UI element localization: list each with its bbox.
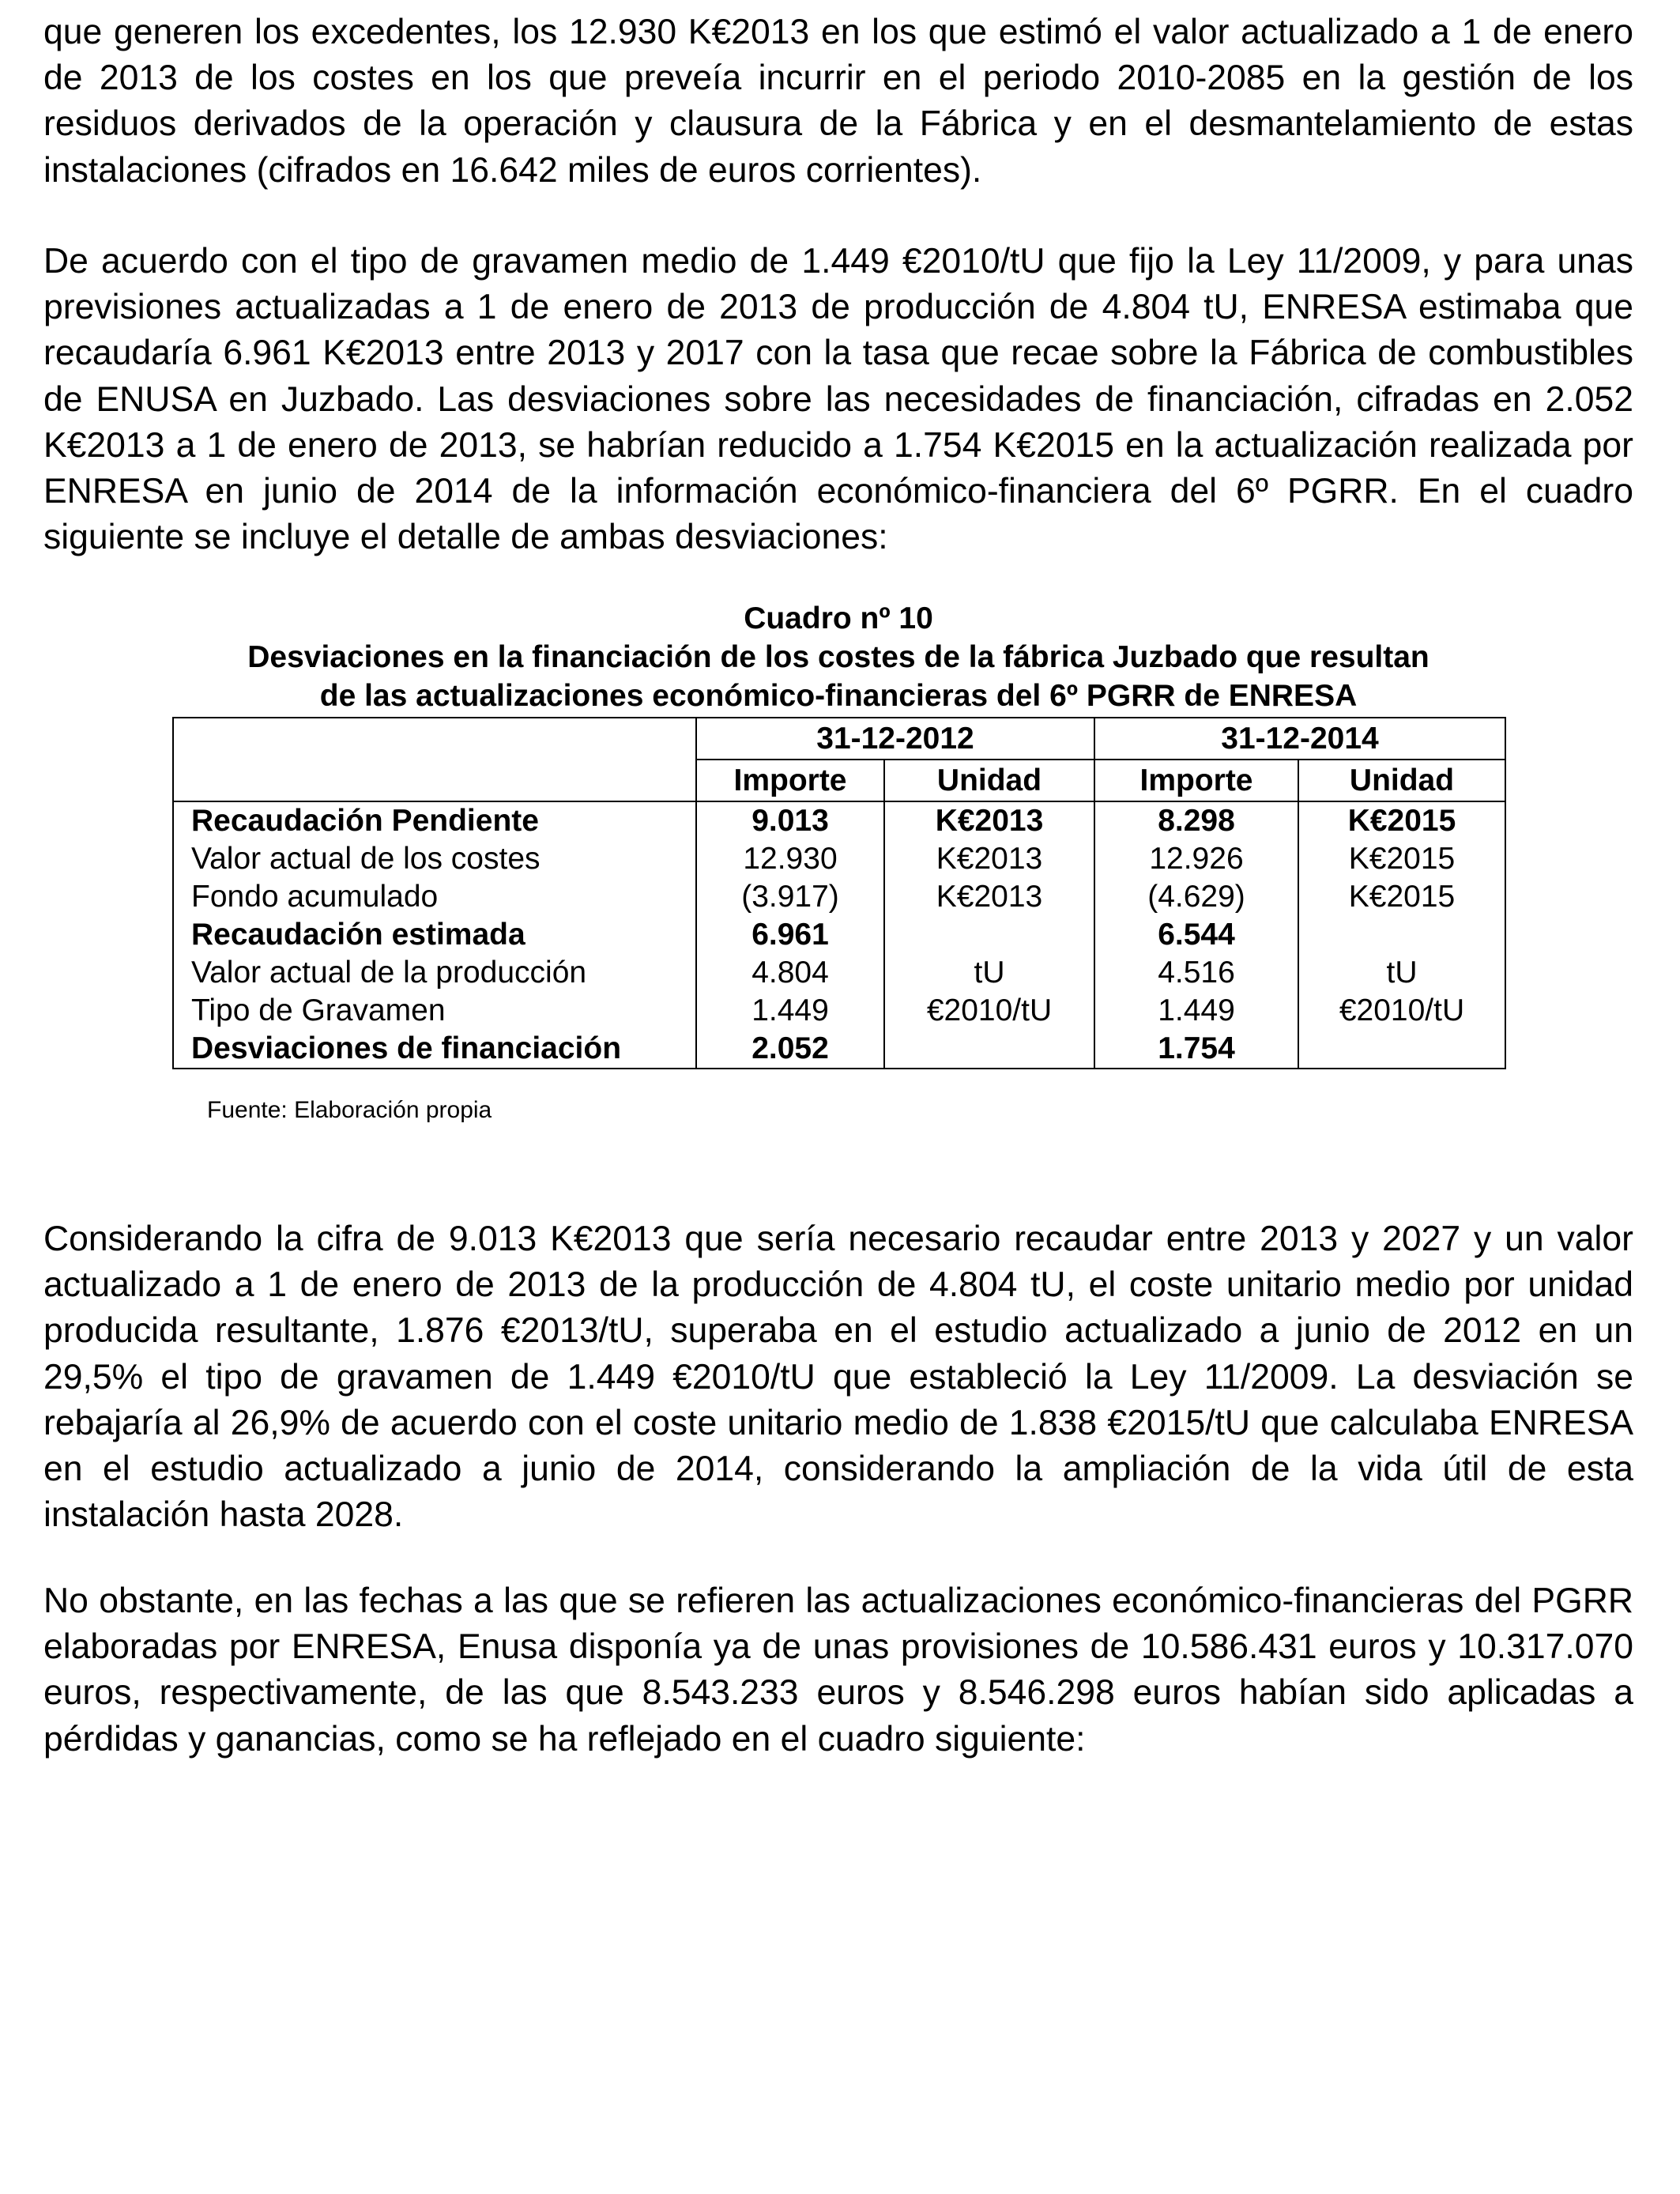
header-importe-2012: Importe	[696, 760, 884, 801]
header-period-2012: 31-12-2012	[696, 718, 1094, 760]
header-unidad-2012: Unidad	[884, 760, 1094, 801]
unit-2012	[884, 1030, 1094, 1069]
unit-2014	[1298, 1030, 1505, 1069]
row-label: Recaudación Pendiente	[173, 801, 696, 840]
header-corner-cell-2	[173, 760, 696, 801]
table-row	[173, 992, 1505, 1030]
value-2012: 12.930	[696, 840, 884, 878]
unit-2014: €2010/tU	[1298, 992, 1505, 1030]
value-2012: (3.917)	[696, 878, 884, 916]
value-2014: (4.629)	[1094, 878, 1298, 916]
table-title-line-2: de las actualizaciones económico-financieras del 6º PGRR de ENRESA	[319, 679, 1358, 713]
table-header-row-columns	[173, 760, 1505, 801]
row-label: Valor actual de los costes	[173, 840, 696, 878]
value-2014: 1.449	[1094, 992, 1298, 1030]
table-number: Cuadro nº 10	[744, 601, 933, 635]
unit-2012: tU	[884, 954, 1094, 992]
header-unidad-2014: Unidad	[1298, 760, 1505, 801]
value-2012: 1.449	[696, 992, 884, 1030]
paragraph-4: No obstante, en las fechas a las que se refieren las actualizaciones económico-financieras del PGRR elaboradas por ENRESA, Enusa disponía ya de unas provisiones de 10.586.431 euros y 10.317.070 euros, respectivamente, de las que 8.543.233 euros y 8.546.298 euros habían sido aplicadas a pérdidas y ganancias, como se ha reflejado en el cuadro siguiente:	[43, 1581, 1633, 1759]
unit-2014	[1298, 916, 1505, 954]
header-importe-2014: Importe	[1094, 760, 1298, 801]
row-label: Fondo acumulado	[173, 878, 696, 916]
table-row	[173, 916, 1505, 954]
unit-2014: K€2015	[1298, 801, 1505, 840]
paragraph-1: que generen los excedentes, los 12.930 K€2013 en los que estimó el valor actualizado a 1 de enero de 2013 de los costes en los que preveía incurrir en el periodo 2010-2085 en la gestión de los residuos derivados de la operación y clausura de la Fábrica y en el desmantelamiento de estas instalaciones (cifrados en 16.642 miles de euros corrientes).	[43, 13, 1633, 190]
unit-2012: K€2013	[884, 801, 1094, 840]
value-2012: 9.013	[696, 801, 884, 840]
financing-deviations-table	[172, 717, 1506, 1069]
table-title-line-1: Desviaciones en la financiación de los costes de la fábrica Juzbado que resultan	[247, 640, 1430, 674]
value-2012: 2.052	[696, 1030, 884, 1069]
header-corner-cell	[173, 718, 696, 760]
unit-2012	[884, 916, 1094, 954]
value-2014: 1.754	[1094, 1030, 1298, 1069]
unit-2014: K€2015	[1298, 878, 1505, 916]
table-row	[173, 954, 1505, 992]
row-label: Desviaciones de financiación	[173, 1030, 696, 1069]
value-2014: 4.516	[1094, 954, 1298, 992]
paragraph-2: De acuerdo con el tipo de gravamen medio de 1.449 €2010/tU que fijo la Ley 11/2009, y para unas previsiones actualizadas a 1 de enero de 2013 de producción de 4.804 tU, ENRESA estimaba que recaudaría 6.961 K€2013 entre 2013 y 2017 con la tasa que recae sobre la Fábrica de combustibles de ENUSA en Juzbado. Las desviaciones sobre las necesidades de financiación, cifradas en 2.052 K€2013 a 1 de enero de 2013, se habrían reducido a 1.754 K€2015 en la actualización realizada por ENRESA en junio de 2014 de la información económico-financiera del 6º PGRR. En el cuadro siguiente se incluye el detalle de ambas desviaciones:	[43, 242, 1633, 557]
value-2012: 6.961	[696, 916, 884, 954]
unit-2012: €2010/tU	[884, 992, 1094, 1030]
table-row	[173, 1030, 1505, 1069]
value-2014: 8.298	[1094, 801, 1298, 840]
header-period-2014: 31-12-2014	[1094, 718, 1505, 760]
row-label: Valor actual de la producción	[173, 954, 696, 992]
table-header-row-periods	[173, 718, 1505, 760]
table-row	[173, 878, 1505, 916]
value-2012: 4.804	[696, 954, 884, 992]
table-source-note: Fuente: Elaboración propia	[207, 1097, 492, 1123]
paragraph-3: Considerando la cifra de 9.013 K€2013 que sería necesario recaudar entre 2013 y 2027 y un valor actualizado a 1 de enero de 2013 de la producción de 4.804 tU, el coste unitario medio por unidad producida resultante, 1.876 €2013/tU, superaba en el estudio actualizado a junio de 2012 en un 29,5% el tipo de gravamen de 1.449 €2010/tU que estableció la Ley 11/2009. La desviación se rebajaría al 26,9% de acuerdo con el coste unitario medio de 1.838 €2015/tU que calculaba ENRESA en el estudio actualizado a junio de 2014, considerando la ampliación de la vida útil de esta instalación hasta 2028.	[43, 1220, 1633, 1535]
row-label: Tipo de Gravamen	[173, 992, 696, 1030]
table-row	[173, 840, 1505, 878]
value-2014: 12.926	[1094, 840, 1298, 878]
unit-2012: K€2013	[884, 878, 1094, 916]
unit-2014: tU	[1298, 954, 1505, 992]
unit-2012: K€2013	[884, 840, 1094, 878]
table-row	[173, 801, 1505, 840]
unit-2014: K€2015	[1298, 840, 1505, 878]
value-2014: 6.544	[1094, 916, 1298, 954]
row-label: Recaudación estimada	[173, 916, 696, 954]
